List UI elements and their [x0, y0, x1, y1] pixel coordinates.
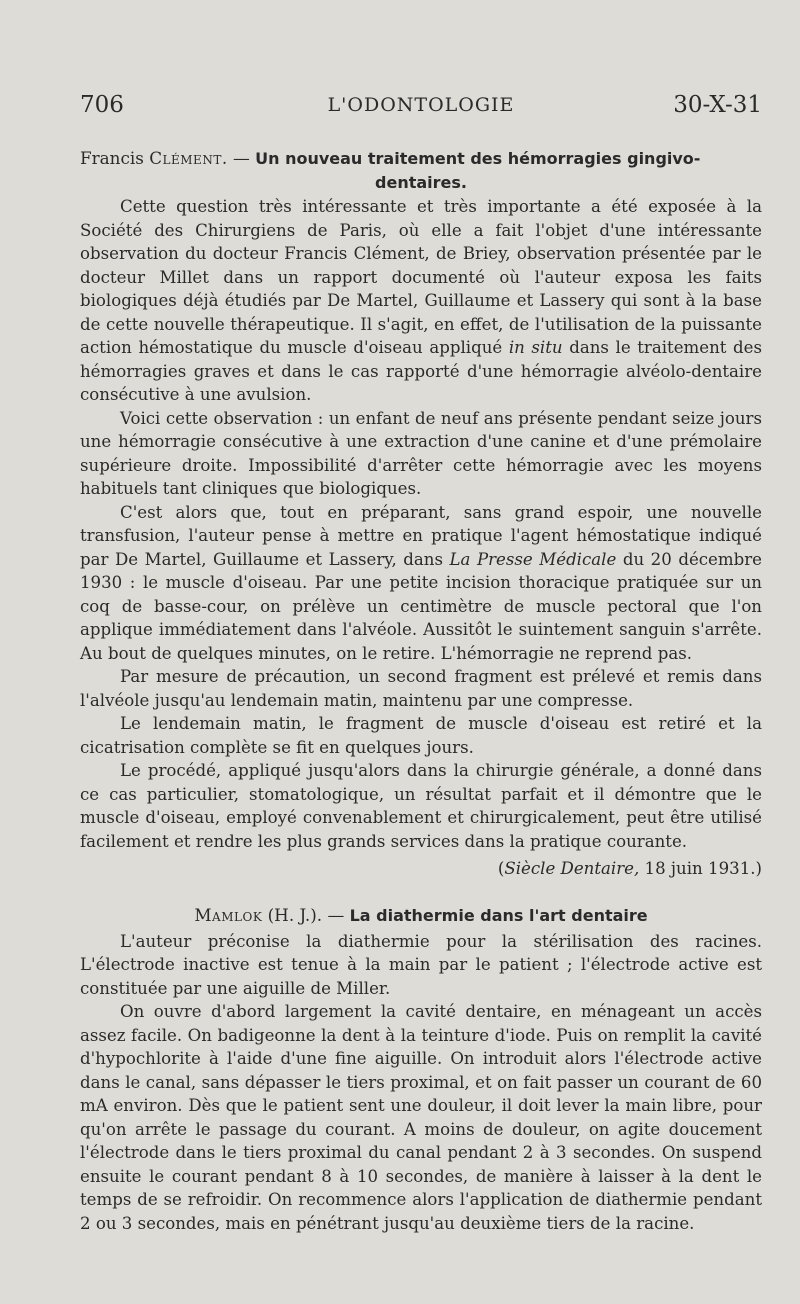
paragraph: On ouvre d'abord largement la cavité dentaire, en ménageant un accès assez facile. On badigeonne la dent à la teinture d'iode. Puis on remplit la cavité d'hypochlorite à l'aide d'une fine aiguille. On introduit alors l'électrode active dans le canal, sans dépasser le tiers proximal, et on fait passer un courant de 60 mA environ. Dès que le patient sent une douleur, il doit lever la main libre, pour qu'on arrête le passage du courant. A moins de douleur, on agite doucement l'électrode dans le tiers proximal du canal pendant 2 à 3 secondes. On suspend ensuite le courant pendant 8 à 10 secondes, de manière à laisser à la dent le temps de se refroidir. On recommence alors l'application de diathermie pendant 2 ou 3 secondes, mais en pénétrant jusqu'au deuxième tiers de la racine.: [80, 1002, 762, 1233]
paragraph-text: Cette question très intéressante et très importante a été exposée à la Société des Chirurgiens de Paris, où elle a fait l'objet d'une intéressante observation du docteur Francis Clément, de Briey, observation présentée par le docteur Millet dans un rapport documenté où l'auteur exposa les faits biologiques déjà étudiés par De Martel, Guillaume et Lassery qui sont à la base de cette nouvelle thérapeutique. Il s'agit, en effet, de l'utilisation de la puissante action hémostatique du muscle d'oiseau appliqué: [80, 197, 762, 357]
paragraph-text: dans le traitement des hémorragies graves et dans le cas rapporté d'une hémorragie alvéolo-dentaire consécutive à une avulsion.: [80, 338, 762, 404]
article-title-continued: [80, 173, 762, 192]
running-head: [80, 92, 762, 122]
source-paren: (: [497, 859, 505, 878]
heading-dash: —: [322, 904, 350, 925]
source-date: 18 juin 1931.): [639, 859, 762, 878]
source-citation: [80, 857, 762, 881]
issue-date: 30-X-31: [673, 92, 762, 118]
author-first-name: Francis: [80, 148, 144, 168]
italic-term: in situ: [508, 338, 563, 357]
journal-title: L'ODONTOLOGIE: [327, 94, 515, 116]
author-initials: (H. J.).: [262, 904, 323, 925]
article-mamlok: [80, 903, 762, 1236]
paragraph: [80, 501, 762, 666]
page-number: 706: [80, 92, 124, 118]
paragraph-text: C'est alors que, tout en préparant, sans grand espoir, une nouvelle transfusion, l'auteur pense à mettre en pratique l'agent hémostatique indiqué par De Martel, Guillaume et Lassery, dans: [80, 502, 762, 569]
article-title-line2: dentaires.: [375, 173, 467, 192]
source-journal: Siècle Dentaire,: [504, 859, 640, 878]
paragraph: L'auteur préconise la diathermie pour la stérilisation des racines. L'électrode inactive est tenue à la main par le patient ; l'électrode active est constituée par une aiguille de Miller.: [80, 931, 762, 998]
paragraph-text: du 20 décembre 1930 : le muscle d'oiseau. Par une petite incision thoracique pratiquée sur un coq de basse-cour, on prélève un centimètre de muscle pectoral que l'on applique immédiatement dans l'alvéole. Aussitôt le suintement sanguin s'arrête. Au bout de quelques minutes, on le retire. L'hémorragie ne reprend pas.: [80, 549, 762, 663]
paragraph: Par mesure de précaution, un second fragment est prélevé et remis dans l'alvéole jusqu'au lendemain matin, maintenu par une compresse.: [80, 667, 762, 710]
paragraph: Le lendemain matin, le fragment de muscle d'oiseau est retiré et la cicatrisation complète se fit en quelques jours.: [80, 714, 762, 757]
author-last-name: Clément.: [149, 148, 228, 168]
paragraph: Voici cette observation : un enfant de neuf ans présente pendant seize jours une hémorragie consécutive à une extraction d'une canine et d'une prémolaire supérieure droite. Impossibilité d'arrêter cette hémorragie avec les moyens habituels tant cliniques que biologiques.: [80, 408, 762, 498]
article-heading: [80, 146, 762, 171]
article-clement: [80, 146, 762, 881]
paragraph: [80, 195, 762, 407]
paragraph: Le procédé, appliqué jusqu'alors dans la chirurgie générale, a donné dans ce cas particulier, stomatologique, un résultat parfait et il démontre que le muscle d'oiseau, employé convenablement et chirurgicalement, peut être utilisé facilement et rendre les plus grands services dans la pratique courante.: [80, 761, 762, 851]
author-last-name: Mamlok: [194, 904, 263, 925]
heading-dash: —: [227, 148, 256, 168]
page-content: [80, 146, 762, 1235]
article-title: La diathermie dans l'art dentaire: [349, 905, 648, 925]
article-heading: [80, 903, 762, 928]
italic-journal: La Presse Médicale: [449, 549, 617, 569]
article-title-line1: Un nouveau traitement des hémorragies gingivo-: [255, 149, 701, 168]
